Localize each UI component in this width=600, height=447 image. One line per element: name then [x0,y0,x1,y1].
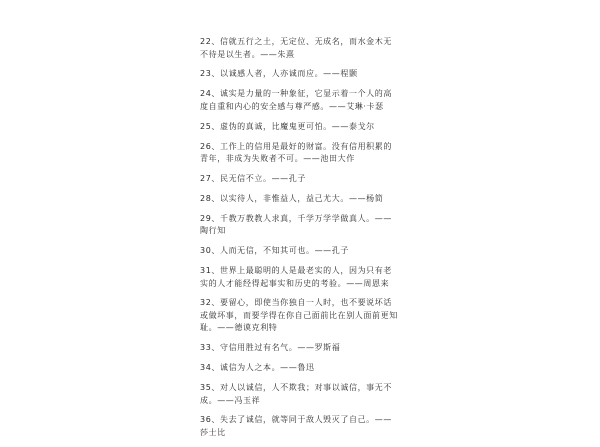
list-item: 35、对人以诚信，人不欺我；对事以诚信，事无不成。——冯玉祥 [200,383,392,405]
list-item: 30、人而无信，不知其可也。——孔子 [200,246,349,256]
list-item: 32、要留心，即使当你独自一人时，也不要说坏话或做坏事，而要学得在你自己面前比在别人面前更知耻。——德谟克利特 [200,298,398,333]
list-item: 22、信就五行之土，无定位、无成名，而水金木无不待是以生者。——朱熹 [200,37,392,59]
list-item: 27、民无信不立。——孔子 [200,173,306,183]
quote-list [200,36,400,447]
list-item: 29、千教万教教人求真，千学万学学做真人。——陶行知 [200,213,392,236]
list-item: 36、失去了诚信，就等同于敌人毁灭了自己。——莎士比 [200,415,392,437]
list-item: 23、以诚感人者，人亦诚而应。——程颢 [200,69,358,79]
list-item: 28、以实待人，非惟益人，益己尤大。——杨简 [200,193,384,203]
list-item: 33、守信用胜过有名气。——罗斯福 [200,343,341,353]
list-item: 34、诚信为人之本。——鲁迅 [200,363,315,373]
list-item: 24、诚实是力量的一种象征，它显示着一个人的高度自重和内心的安全感与尊严感。——艾琳·卡瑟 [200,89,392,111]
list-item: 26、工作上的信用是最好的财富。没有信用积累的青年，非成为失败者不可。——池田大作 [200,141,392,164]
list-item: 31、世界上最聪明的人是最老实的人，因为只有老实的人才能经得起事实和历史的考验。——周恩来 [200,266,392,288]
list-item: 25、虚伪的真诚，比魔鬼更可怕。——泰戈尔 [200,121,375,131]
